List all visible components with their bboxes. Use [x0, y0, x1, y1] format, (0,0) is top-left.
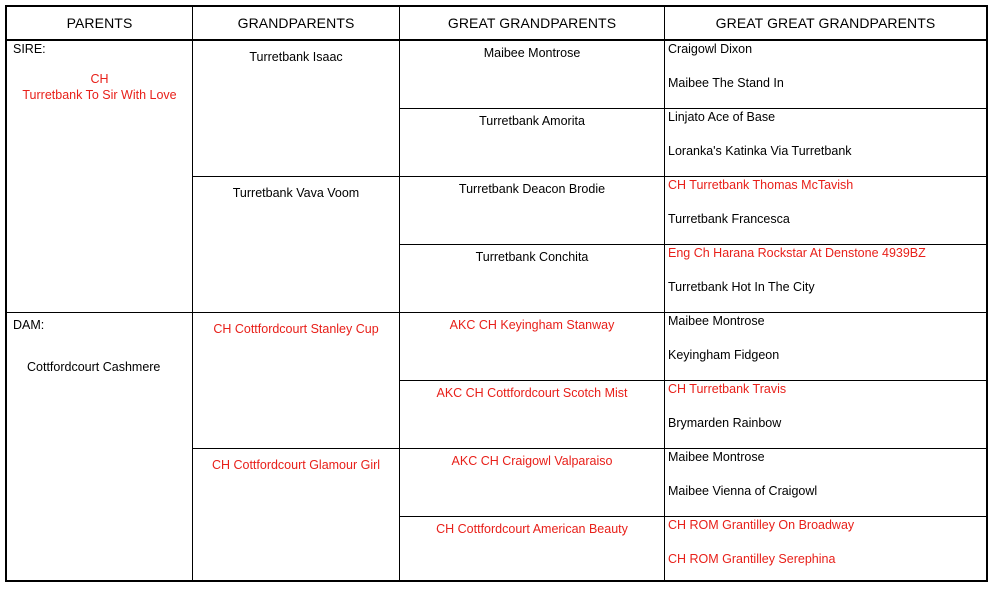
great-grandparent-8: CH Cottfordcourt American Beauty: [436, 522, 628, 536]
row-divider: [399, 108, 986, 109]
great-grandparent-3: Turretbank Deacon Brodie: [458, 182, 606, 196]
great-grandparent-1: Maibee Montrose: [483, 46, 581, 60]
row-divider: [399, 244, 986, 245]
ggp-13: Maibee Montrose: [668, 450, 765, 464]
header-grandparents: GRANDPARENTS: [237, 15, 355, 31]
ggp-9: Maibee Montrose: [668, 314, 765, 328]
row-divider: [399, 312, 986, 313]
row-divider: [192, 176, 399, 177]
header-great-grandparents: GREAT GRANDPARENTS: [447, 15, 617, 31]
column-divider: [192, 7, 193, 580]
row-divider: [399, 448, 986, 449]
row-divider: [399, 516, 986, 517]
great-grandparent-5: AKC CH Keyingham Stanway: [449, 318, 615, 332]
ggp-5: CH Turretbank Thomas McTavish: [668, 178, 854, 192]
sire-label: SIRE:: [13, 42, 46, 56]
great-grandparent-7: AKC CH Craigowl Valparaiso: [451, 454, 613, 468]
sire-name: Turretbank To Sir With Love: [22, 88, 177, 102]
grandparent-3: CH Cottfordcourt Stanley Cup: [213, 322, 379, 336]
ggp-11: CH Turretbank Travis: [668, 382, 787, 396]
great-grandparent-4: Turretbank Conchita: [475, 250, 589, 264]
header-row: [7, 7, 986, 41]
column-divider: [664, 7, 665, 580]
dam-name: Cottfordcourt Cashmere: [27, 360, 161, 374]
ggp-14: Maibee Vienna of Craigowl: [668, 484, 818, 498]
grandparent-4: CH Cottfordcourt Glamour Girl: [211, 458, 381, 472]
ggp-8: Turretbank Hot In The City: [668, 280, 815, 294]
dam-label: DAM:: [13, 318, 45, 332]
header-parents: PARENTS: [66, 15, 133, 31]
header-great-great-grandparents: GREAT GREAT GRANDPARENTS: [715, 15, 936, 31]
ggp-4: Loranka's Katinka Via Turretbank: [668, 144, 852, 158]
pedigree-table: [5, 5, 988, 582]
sire-title: CH: [90, 72, 109, 86]
ggp-1: Craigowl Dixon: [668, 42, 753, 56]
grandparent-2: Turretbank Vava Voom: [232, 186, 360, 200]
ggp-15: CH ROM Grantilley On Broadway: [668, 518, 855, 532]
ggp-6: Turretbank Francesca: [668, 212, 790, 226]
ggp-12: Brymarden Rainbow: [668, 416, 782, 430]
row-divider: [399, 380, 986, 381]
great-grandparent-2: Turretbank Amorita: [479, 114, 585, 128]
row-divider: [192, 312, 399, 313]
ggp-16: CH ROM Grantilley Serephina: [668, 552, 836, 566]
ggp-3: Linjato Ace of Base: [668, 110, 776, 124]
ggp-10: Keyingham Fidgeon: [668, 348, 780, 362]
row-divider: [192, 448, 399, 449]
row-divider: [399, 176, 986, 177]
grandparent-1: Turretbank Isaac: [249, 50, 343, 64]
column-divider: [399, 7, 400, 580]
great-grandparent-6: AKC CH Cottfordcourt Scotch Mist: [436, 386, 628, 400]
ggp-7: Eng Ch Harana Rockstar At Denstone 4939BZ: [668, 246, 926, 260]
ggp-2: Maibee The Stand In: [668, 76, 784, 90]
row-divider: [7, 312, 192, 313]
